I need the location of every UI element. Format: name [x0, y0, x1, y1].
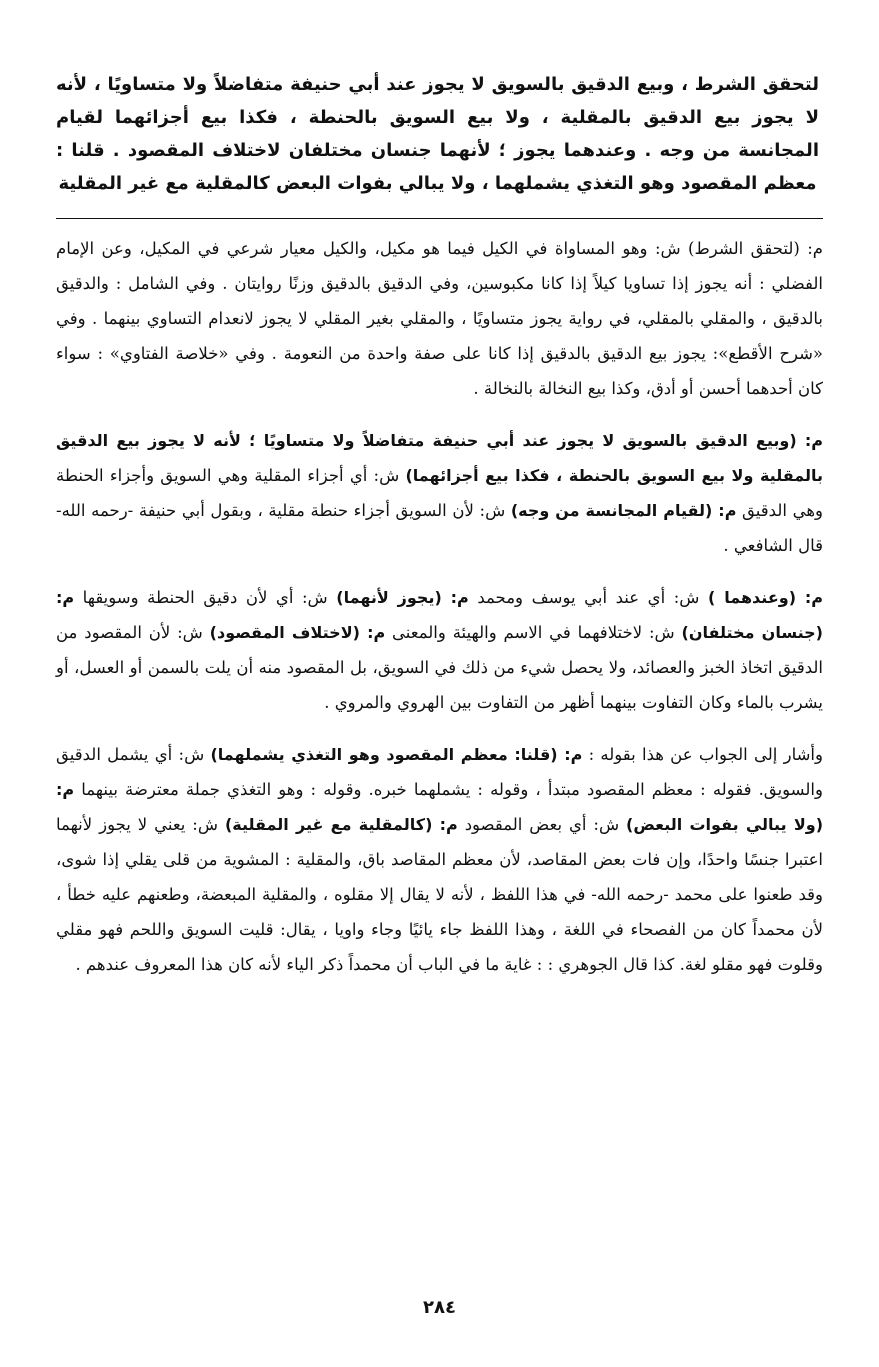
matn-quote: م: (لاختلاف المقصود) [209, 623, 386, 642]
divider-line [56, 218, 823, 219]
matn-quote: م: (كالمقلية مع غير المقلية) [224, 815, 458, 834]
matn-quote: م: (لقيام المجانسة من وجه) [510, 501, 737, 520]
matn-quote: م: (ولا يبالي بفوات البعض) [56, 780, 824, 834]
commentary-text: ش: أي يشمل الدقيق والسويق. فقوله : معظم المقصود مبتدأ ، وقوله : يشملهما خبره. وقوله : وهو التغذي جملة معترضة بينهما [56, 745, 823, 799]
page [56, 68, 823, 999]
page-number: ٢٨٤ [423, 1297, 456, 1318]
commentary-paragraph-2 [56, 423, 823, 563]
commentary-sharh [56, 231, 823, 982]
matn-quote: م: (وبيع الدقيق بالسويق لا يجوز عند أبي حنيفة متفاضلاً ولا متساويًا ؛ لأنه لا يجوز بيع الدقيق بالمقلية ولا بيع السويق بالحنطة ، فكذا بيع أجزائهما) [56, 431, 823, 485]
commentary-paragraph-3 [56, 580, 823, 720]
commentary-text: ش: أي أجزاء المقلية وهي السويق وأجزاء الحنطة وهي الدقيق [56, 466, 823, 520]
commentary-text: وهو المساواة في الكيل فيما هو مكيل، والكيل معيار شرعي في المكيل، وعن الإمام الفضلي : أنه يجوز إذا تساويا كيلاً إذا كانا مكبوسين، وفي الدقيق بالدقيق وزنًا روايتان . وفي الشامل : والدقيق بالدقيق ، والمقلي بالمقلي، في رواية يجوز متساويًا ، والمقلي بغير المقلي لا يجوز لانعدام التساوي بينهما . وفي «شرح الأقطع»: يجوز بيع الدقيق بالدقيق إذا كانا على صفة واحدة من النعومة . وفي «خلاصة الفتاوي» : سواء كان أحدهما أحسن أو أدق، وكذا بيع النخالة بالنخالة . [56, 239, 824, 398]
main-text-matn: لتحقق الشرط ، وبيع الدقيق بالسويق لا يجوز عند أبي حنيفة متفاضلاً ولا متساويًا ، لأنه لا يجوز بيع الدقيق بالمقلية ، ولا بيع السويق بالحنطة ، فكذا بيع أجزائهما لقيام المجانسة من وجه . وعندهما يجوز ؛ لأنهما جنسان مختلفان لاختلاف المقصود . قلنا : معظم المقصود وهو التغذي يشملهما ، ولا يبالي بفوات البعض كالمقلية مع غير المقلية [56, 74, 819, 194]
matn-quote: م: (يجوز لأنهما) [336, 588, 469, 607]
commentary-text: ش: لأن المقصود من الدقيق اتخاذ الخبز والعصائد، ولا يحصل شيء من ذلك في السويق، بل المقصود منه أن يلت بالسمن أو العسل، أو يشرب بالماء وكان التفاوت بينهما أظهر من التفاوت بين الهروي والمروي . [56, 623, 823, 712]
matn-quote: م: (وعندهما ) [708, 588, 824, 607]
matn-quote: م: (جنسان مختلفان) [56, 588, 823, 642]
commentary-text: ش: يعني لا يجوز لأنهما اعتبرا جنسًا واحدًا، وإن فات بعض المقاصد، لأن معظم المقاصد باق، والمقلية : المشوية من قلى يقلي إذا شوى، وقد طعنوا على محمد -رحمه الله- في هذا اللفظ ، لأنه لا يقال إلا مقلوه ، والمقلية المبعضة، وطعنهم عليه خطأ ، لأن محمداً كان من الفصحاء في اللغة ، وهذا اللفظ جاء يائيًا وجاء واويا ، يقال: قليت السويق واللحم فهو مقلي وقلوت فهو مقلو لغة. كذا قال الجوهري : : غاية ما في الباب أن محمداً ذكر الياء لأنه كان هذا المعروف عندهم . [56, 815, 823, 974]
commentary-text: وأشار إلى الجواب عن هذا بقوله : [582, 745, 823, 764]
matn-quote: م: (لتحقق الشرط) ش: [654, 239, 823, 258]
commentary-paragraph-4 [56, 737, 823, 982]
commentary-text: ش: لاختلافهما في الاسم والهيئة والمعنى [385, 623, 682, 642]
commentary-text: ش: أي لأن دقيق الحنطة وسويقها [74, 588, 337, 607]
commentary-text: ش: لأن السويق أجزاء حنطة مقلية ، وبقول أبي حنيفة -رحمه الله- قال الشافعي . [56, 501, 823, 555]
commentary-text: ش: أي عند أبي يوسف ومحمد [468, 588, 709, 607]
commentary-paragraph-1 [56, 231, 823, 406]
commentary-text: ش: أي بعض المقصود [457, 815, 627, 834]
matn-quote: م: (قلنا: معظم المقصود وهو التغذي يشملهما) [210, 745, 583, 764]
